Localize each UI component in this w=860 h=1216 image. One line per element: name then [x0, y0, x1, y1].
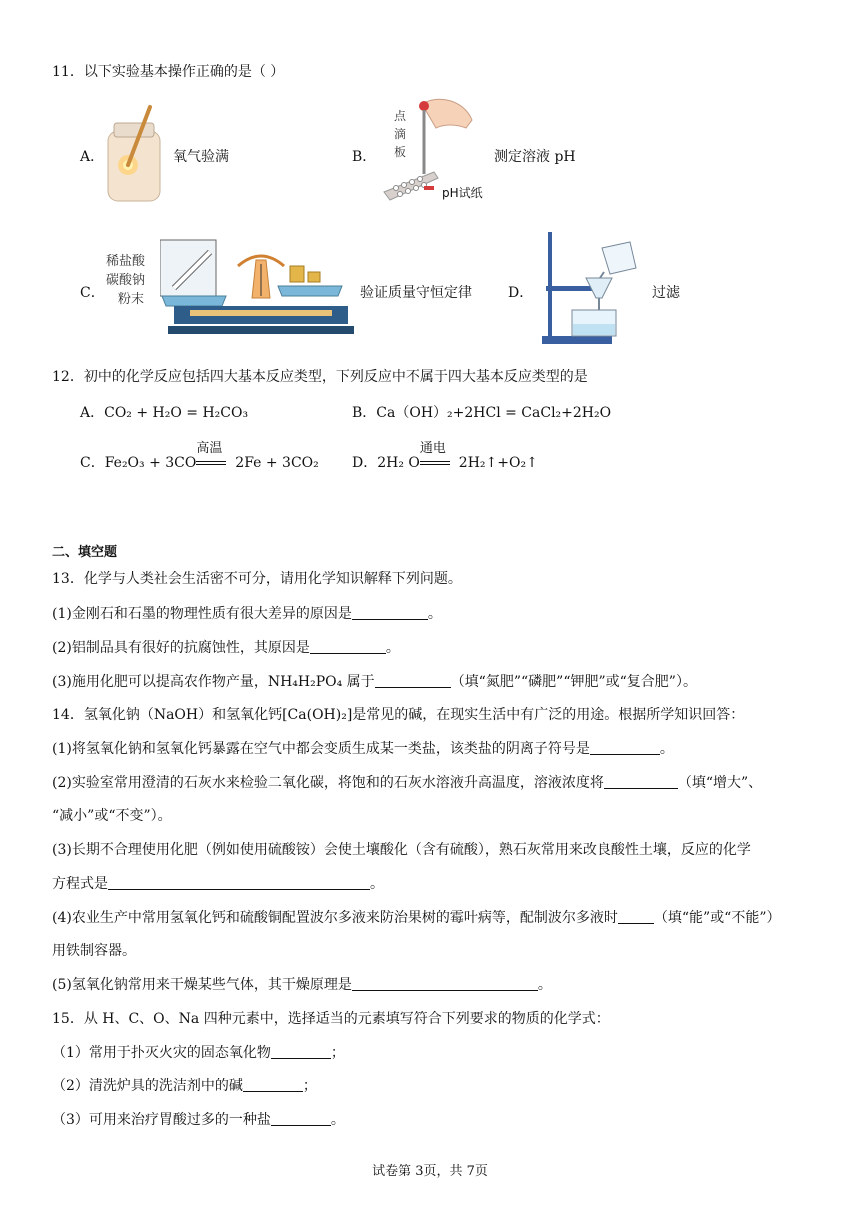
- page-footer: 试卷第 3页，共 7页: [372, 1164, 488, 1179]
- label-hydrochloric-acid: 稀盐酸: [106, 254, 146, 269]
- condition-text: 通电: [419, 441, 446, 456]
- q11-option-d-desc: 过滤: [652, 285, 680, 301]
- q12-option-c: [80, 441, 319, 472]
- answer-blank[interactable]: [108, 875, 370, 890]
- filtration-illustration: [532, 228, 644, 352]
- q11-option-a-letter: A．: [80, 149, 105, 165]
- q14-part1: (1)将氢氧化钠和氢氧化钙暴露在空气中都会变质生成某一类盐，该类盐的阴离子符号是 。: [52, 741, 674, 757]
- q14-part4: (4)农业生产中常用氢氧化钙和硫酸铜配置波尔多液来防治果树的霉叶病等，配制波尔多液时 （填“能”或“不能”）: [52, 910, 781, 926]
- q12-option-d-left: D．2H₂ O: [352, 455, 420, 471]
- ph-paper-label: pH试纸: [442, 186, 483, 200]
- q11-option-c-letter: C．: [80, 285, 105, 301]
- answer-blank[interactable]: [375, 673, 451, 688]
- q11-option-a-desc: 氧气验满: [173, 149, 229, 165]
- label-powder: 粉末: [118, 292, 145, 307]
- q12-option-c-right: 2Fe + 3CO₂: [235, 455, 319, 471]
- q14-part2: (2)实验室常用澄清的石灰水来检验二氧化碳，将饱和的石灰水溶液升高温度，溶液浓度将 （填“增大”、: [52, 775, 763, 791]
- q14-part3: (3)长期不合理使用化肥（例如使用硫酸铵）会使土壤酸化（含有硫酸），熟石灰常用来改良酸性土壤，反应的化学: [52, 842, 751, 858]
- answer-blank[interactable]: [243, 1077, 303, 1092]
- q11-option-d-letter: D．: [508, 285, 534, 301]
- q15-part1: （1）常用于扑灭火灾的固态氧化物 ；: [52, 1045, 345, 1061]
- q11-option-b-letter: B．: [352, 149, 377, 165]
- q12-option-c-left: C．Fe₂O₃ + 3CO: [80, 455, 197, 471]
- answer-blank[interactable]: [352, 976, 538, 991]
- condition-text: 高温: [196, 441, 223, 456]
- q13-stem: 13．化学与人类社会生活密不可分，请用化学知识解释下列问题。: [52, 571, 462, 587]
- q15-part3: （3）可用来治疗胃酸过多的一种盐 。: [52, 1112, 345, 1128]
- answer-blank[interactable]: [271, 1044, 331, 1059]
- answer-blank[interactable]: [618, 909, 654, 924]
- q12-option-d: [352, 441, 538, 472]
- q14-part3-cont: 方程式是 。: [52, 876, 384, 892]
- reaction-condition-electricity: [419, 441, 450, 471]
- svg-text:板: 板: [394, 145, 407, 159]
- answer-blank[interactable]: [604, 774, 678, 789]
- reaction-condition-high-temp: [196, 441, 226, 471]
- q13-part2: (2)铝制品具有很好的抗腐蚀性，其原因是 。: [52, 640, 400, 656]
- q13-part3: (3)施用化肥可以提高农作物产量，NH₄H₂PO₄ 属于 （填“氮肥”“磷肥”“钾肥”或“复合肥”）。: [52, 674, 697, 690]
- q14-part5: (5)氢氧化钠常用来干燥某些气体，其干燥原理是 。: [52, 977, 552, 993]
- oxygen-test-jar-illustration: [100, 103, 170, 207]
- q14-part2-cont: “减小”或“不变”）。: [52, 808, 172, 824]
- answer-blank[interactable]: [590, 740, 660, 755]
- q14-stem: 14．氢氧化钠（NaOH）和氢氧化钙[Ca(OH)₂]是常见的碱，在现实生活中有广泛的用途。根据所学知识回答：: [52, 707, 745, 723]
- q12-option-d-right: 2H₂↑+O₂↑: [458, 455, 538, 471]
- q13-part1: (1)金刚石和石墨的物理性质有很大差异的原因是 。: [52, 606, 442, 622]
- q12-option-a: A．CO₂ + H₂O = H₂CO₃: [80, 405, 249, 421]
- q11-option-b-desc: 测定溶液 pH: [494, 149, 576, 165]
- svg-text:点: 点: [394, 109, 407, 123]
- balance-scale-illustration: [160, 236, 360, 344]
- answer-blank[interactable]: [310, 639, 386, 654]
- q11-option-c-desc: 验证质量守恒定律: [360, 285, 472, 301]
- section-title: 二、填空题: [52, 545, 118, 560]
- svg-text:滴: 滴: [394, 127, 407, 141]
- answer-blank[interactable]: [352, 605, 428, 620]
- q15-stem: 15．从 H、C、O、Na 四种元素中，选择适当的元素填写符合下列要求的物质的化学式：: [52, 1011, 610, 1027]
- q15-part2: （2）清洗炉具的洗洁剂中的碱 ；: [52, 1078, 317, 1094]
- answer-blank[interactable]: [271, 1111, 331, 1126]
- q12-stem: 12．初中的化学反应包括四大基本反应类型，下列反应中不属于四大基本反应类型的是: [52, 369, 588, 385]
- q14-part4-cont: 用铁制容器。: [52, 943, 136, 959]
- label-sodium-carbonate: 碳酸钠: [106, 273, 146, 288]
- q11-stem: 11．以下实验基本操作正确的是（ ）: [52, 64, 285, 80]
- q12-option-b: B．Ca（OH）₂+2HCl = CaCl₂+2H₂O: [352, 405, 612, 421]
